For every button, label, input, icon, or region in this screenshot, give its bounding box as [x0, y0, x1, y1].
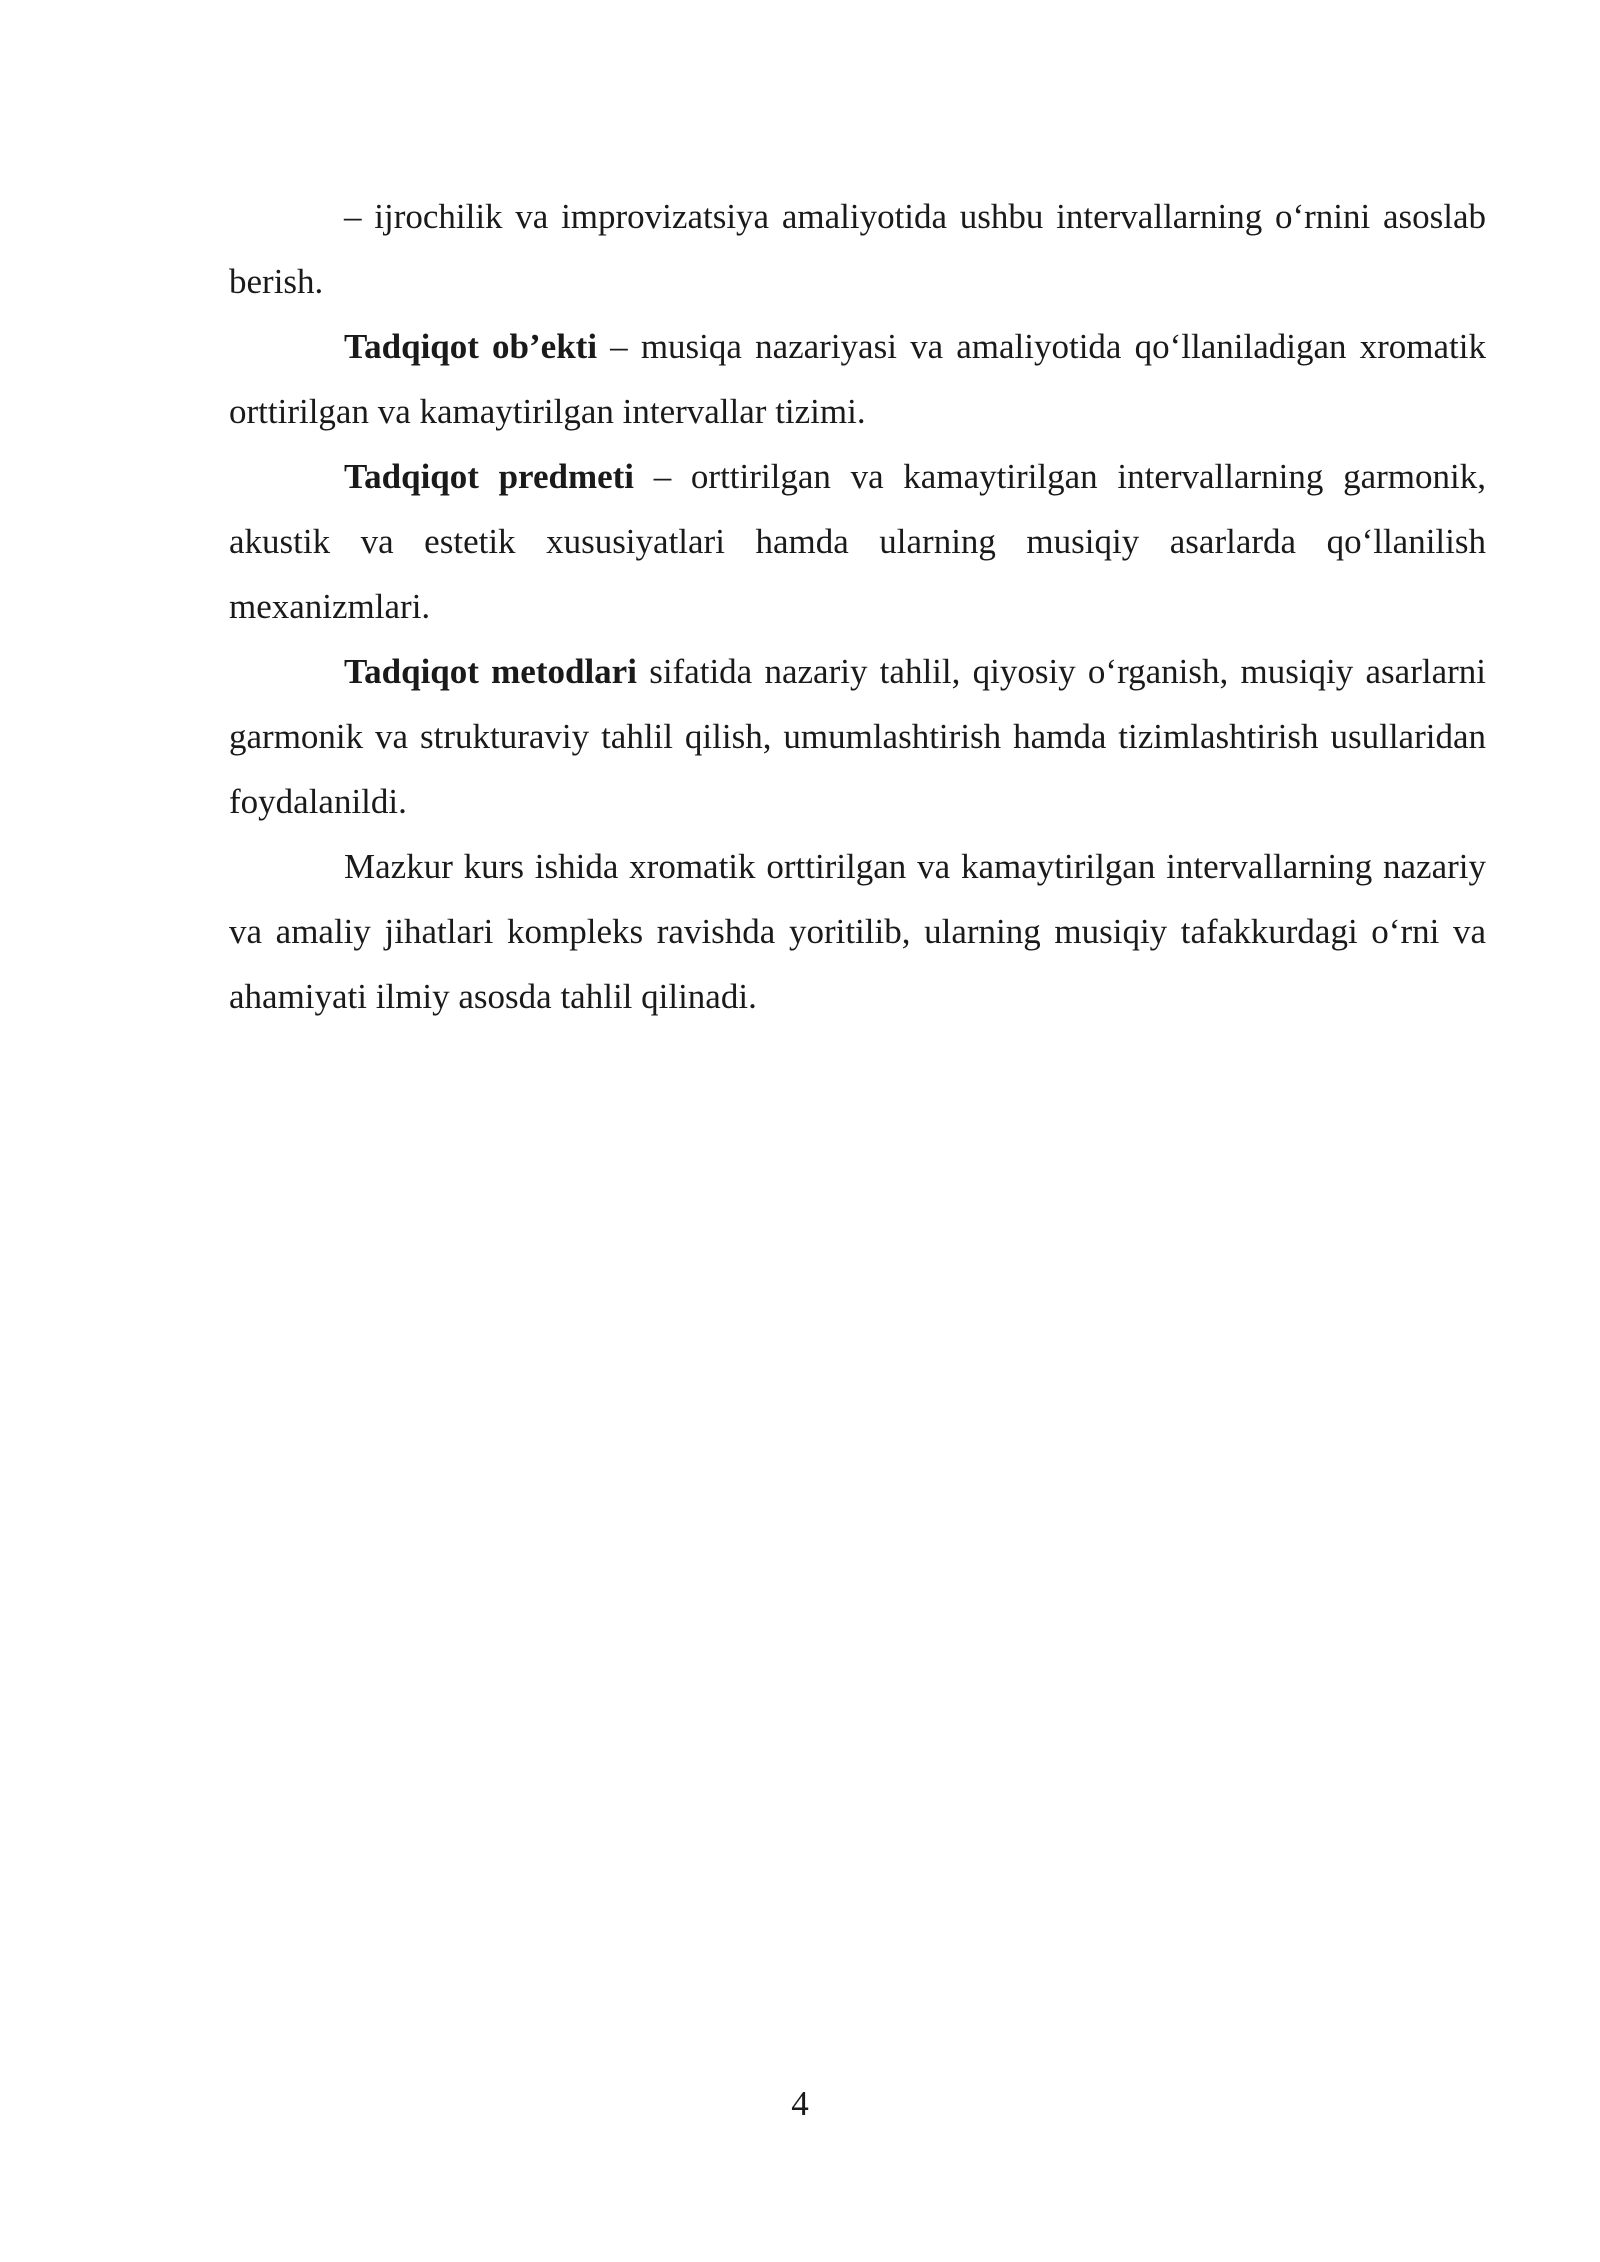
paragraph-research-methods — [229, 639, 1486, 834]
paragraph-research-object — [229, 314, 1486, 444]
paragraph-lead: Tadqiqot predmeti — [344, 457, 635, 496]
body-text — [229, 184, 1486, 1029]
paragraph-lead: Tadqiqot ob’ekti — [344, 327, 598, 366]
paragraph-text: sifatida nazariy tahlil, qiyosiy oʻrganish, musiqiy asarlarni garmonik va strukturaviy tahlil qilish, umumlashtirish hamda tizimlashtirish usullaridan foydalanildi. — [229, 652, 1486, 821]
paragraph-text: – musiqa nazariyasi va amaliyotida qoʻllaniladigan xromatik orttirilgan va kamaytirilgan intervallar tizimi. — [229, 327, 1486, 431]
paragraph-research-subject — [229, 444, 1486, 639]
paragraph-text: – orttirilgan va kamaytirilgan intervallarning garmonik, akustik va estetik xususiyatlari hamda ularning musiqiy asarlarda qoʻllanilish mexanizmlari. — [229, 457, 1486, 626]
paragraph-text: Mazkur kurs ishida xromatik orttirilgan va kamaytirilgan intervallarning nazariy va amaliy jihatlari kompleks ravishda yoritilib, ularning musiqiy tafakkurdagi oʻrni va ahamiyati ilmiy asosda tahlil qilinadi. — [229, 847, 1486, 1016]
paragraph-task-item — [229, 184, 1486, 314]
paragraph-summary — [229, 834, 1486, 1029]
paragraph-text: – ijrochilik va improvizatsiya amaliyotida ushbu intervallarning oʻrnini asoslab berish. — [229, 197, 1486, 301]
page-number: 4 — [791, 2084, 809, 2123]
paragraph-lead: Tadqiqot metodlari — [344, 652, 637, 691]
